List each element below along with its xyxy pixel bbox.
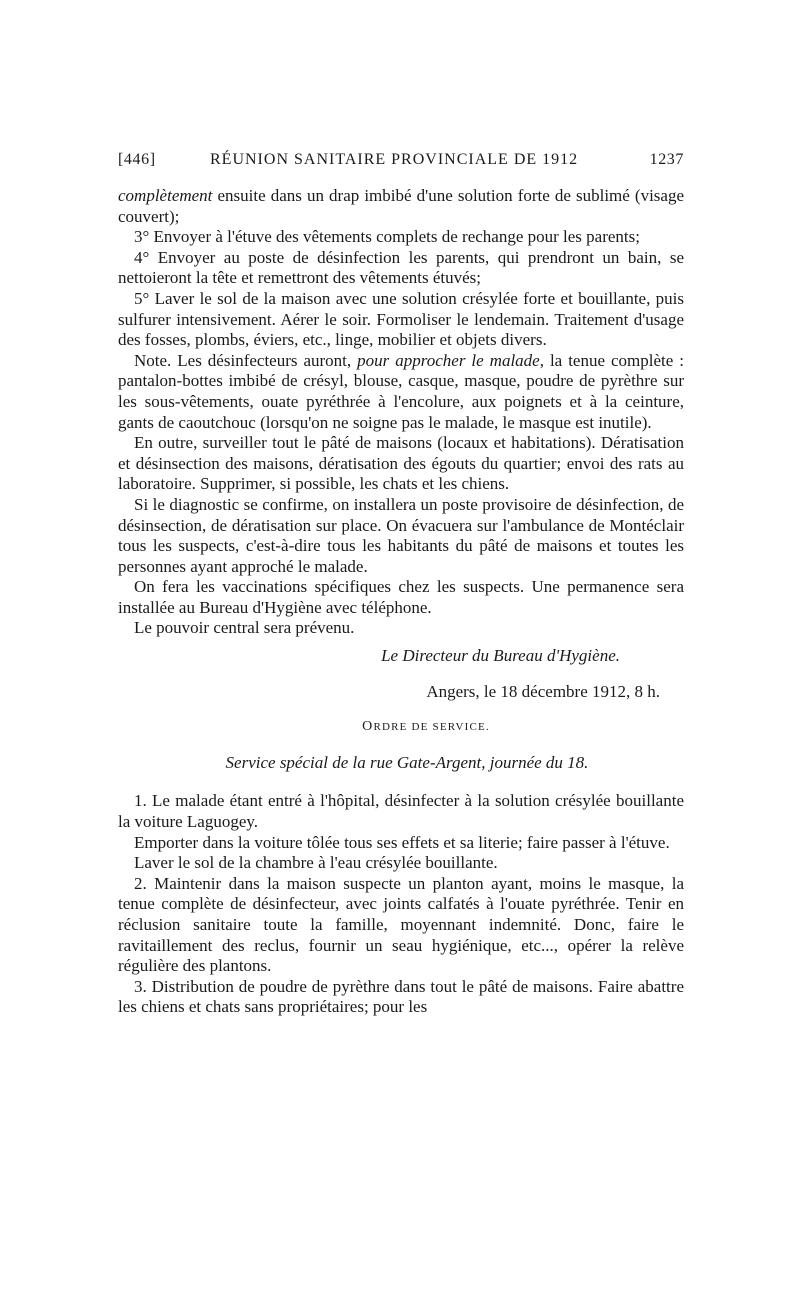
paragraph-text: ensuite dans un drap imbibé d'une solution forte de sublimé (visage couvert); [118,186,684,226]
dateline: Angers, le 18 décembre 1912, 8 h. [426,681,660,701]
section-heading [118,717,684,738]
paragraph-text: , la tenue complète : pantalon-bottes imbibé de crésyl, blouse, casque, masque, poudre de pyrèthre sur les sous-vêtements, ouate pyréthrée à l'encolure, aux poignets et à la ceinture, gants de caoutchouc (lorsqu'on ne soigne pas le malade, le masque est inutile). [118,350,685,432]
page-number-right: 1237 [649,151,684,168]
paragraph-text: Note. Les désinfecteurs auront, [134,350,358,370]
note-paragraph [118,351,684,433]
heading-smallcaps: RDRE DE SERVICE. [373,721,490,734]
running-title: RÉUNION SANITAIRE PROVINCIALE DE 1912 [210,151,579,168]
paragraph: Emporter dans la voiture tôlée tous ses effets et sa literie; faire passer à l'étuve. [134,832,670,852]
emphasis: pour approcher le malade [357,350,540,370]
paragraph: 3° Envoyer à l'étuve des vêtements complets de rechange pour les parents; [134,227,640,247]
paragraph: On fera les vaccinations spécifiques chez les suspects. Une permanence sera installée au Bureau d'Hygiène avec téléphone. [118,577,684,617]
paragraph: Laver le sol de la chambre à l'eau crésylée bouillante. [134,853,498,873]
emphasis: complètement [118,186,213,205]
paragraph: 5° Laver le sol de la maison avec une solution crésylée forte et bouillante, puis sulfurer intensivement. Aérer le soir. Formoliser le lendemain. Traitement d'usage des fosses, plombs, éviers, etc., linge, mobilier et objets divers. [118,288,684,350]
numbered-item: 2. Maintenir dans la maison suspecte un planton ayant, moins le masque, la tenue complète de désinfecteur, avec joints calfatés à l'ouate pyréthrée. Tenir en réclusion sanitaire toute la famille, moyennant indemnité. Donc, faire le ravitaillement des reclus, fournir un seau hygiénique, etc..., opérer la relève régulière des plantons. [118,873,684,976]
paragraph: En outre, surveiller tout le pâté de maisons (locaux et habitations). Dératisation et désinsection des maisons, dératisation des égouts du quartier; envoi des rats au laboratoire. Supprimer, si possible, les chats et les chiens. [118,433,684,494]
paragraph [118,186,684,227]
signature: Le Directeur du Bureau d'Hygiène. [381,646,620,666]
subheading: Service spécial de la rue Gate-Argent, journée du 18. [225,752,589,772]
paragraph: Si le diagnostic se confirme, on installera un poste provisoire de désinfection, de désinsection, de dératisation sur place. On évacuera sur l'ambulance de Montéclair tous les suspects, c'est-à-dire tous les habitants du pâté de maisons et toutes les personnes ayant approché le malade. [118,494,684,576]
paragraph: Le pouvoir central sera prévenu. [134,618,355,638]
heading-initial: O [362,719,374,735]
page-number-left: [446] [118,151,156,168]
body-text [118,186,684,1018]
paragraph: 4° Envoyer au poste de désinfection les parents, qui prendront un bain, se nettoieront la tête et remettront des vêtements étuvés; [118,247,684,288]
numbered-item: 1. Le malade étant entré à l'hôpital, désinfecter à la solution crésylée bouillante la voiture Laguogey. [118,791,684,832]
numbered-item: 3. Distribution de poudre de pyrèthre dans tout le pâté de maisons. Faire abattre les chiens et chats sans propriétaires; pour les [118,976,684,1017]
